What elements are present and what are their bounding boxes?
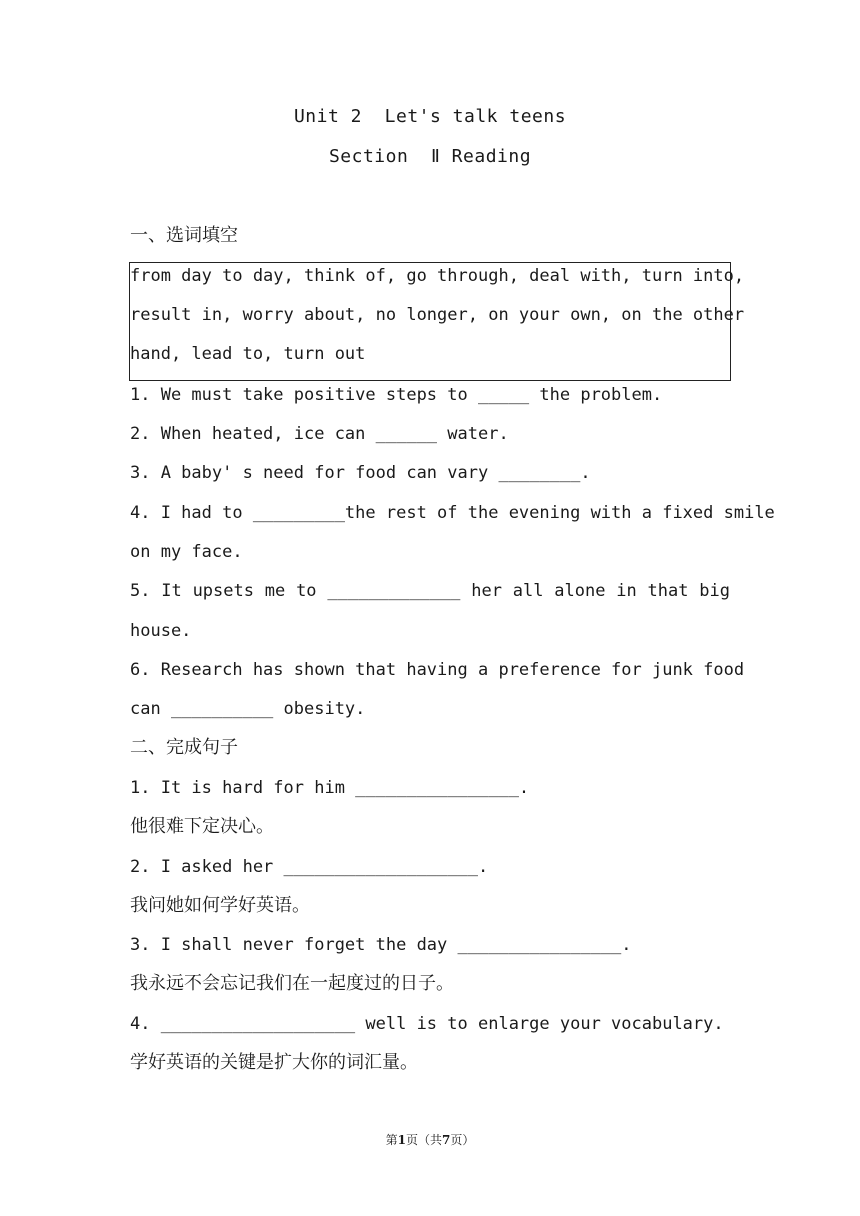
translation-line: 学好英语的关键是扩大你的词汇量。	[130, 1052, 418, 1073]
sentence-line: 2. I asked her ___________________.	[130, 857, 489, 877]
page-footer	[0, 1131, 860, 1148]
question-line: 3. A baby' s need for food can vary ________.	[130, 463, 591, 483]
sentence-line: 1. It is hard for him ________________.	[130, 778, 530, 798]
word-bank-line: from day to day, think of, go through, deal with, turn into,	[130, 266, 745, 286]
part1-heading: 一、选词填空	[130, 225, 238, 246]
sentence-line: 3. I shall never forget the day ________________.	[130, 935, 632, 955]
question-line: 4. I had to _________the rest of the evening with a fixed smile	[130, 503, 775, 523]
footer-suffix: 页）	[450, 1133, 475, 1147]
section-subtitle: Section Ⅱ Reading	[328, 146, 532, 167]
question-line: 1. We must take positive steps to _____ the problem.	[130, 385, 663, 405]
page-number: 1	[397, 1133, 406, 1147]
question-line: 6. Research has shown that having a preference for junk food	[130, 660, 745, 680]
translation-line: 他很难下定决心。	[130, 816, 274, 837]
translation-line: 我永远不会忘记我们在一起度过的日子。	[130, 973, 454, 994]
question-line: can __________ obesity.	[130, 699, 366, 719]
document-title: Unit 2 Let's talk teens	[293, 106, 567, 127]
part2-heading: 二、完成句子	[130, 737, 238, 758]
translation-line: 我问她如何学好英语。	[130, 895, 310, 916]
total-pages: 7	[442, 1133, 451, 1147]
question-line: 2. When heated, ice can ______ water.	[130, 424, 509, 444]
question-line: house.	[130, 621, 192, 641]
sentence-line: 4. ___________________ well is to enlarge your vocabulary.	[130, 1014, 724, 1034]
word-bank-line: hand, lead to, turn out	[130, 344, 366, 364]
question-line: 5. It upsets me to _____________ her all alone in that big	[130, 581, 730, 601]
word-bank-line: result in, worry about, no longer, on your own, on the other	[130, 305, 745, 325]
footer-prefix: 第	[385, 1133, 398, 1147]
footer-middle: 页（共	[405, 1133, 442, 1147]
question-line: on my face.	[130, 542, 243, 562]
